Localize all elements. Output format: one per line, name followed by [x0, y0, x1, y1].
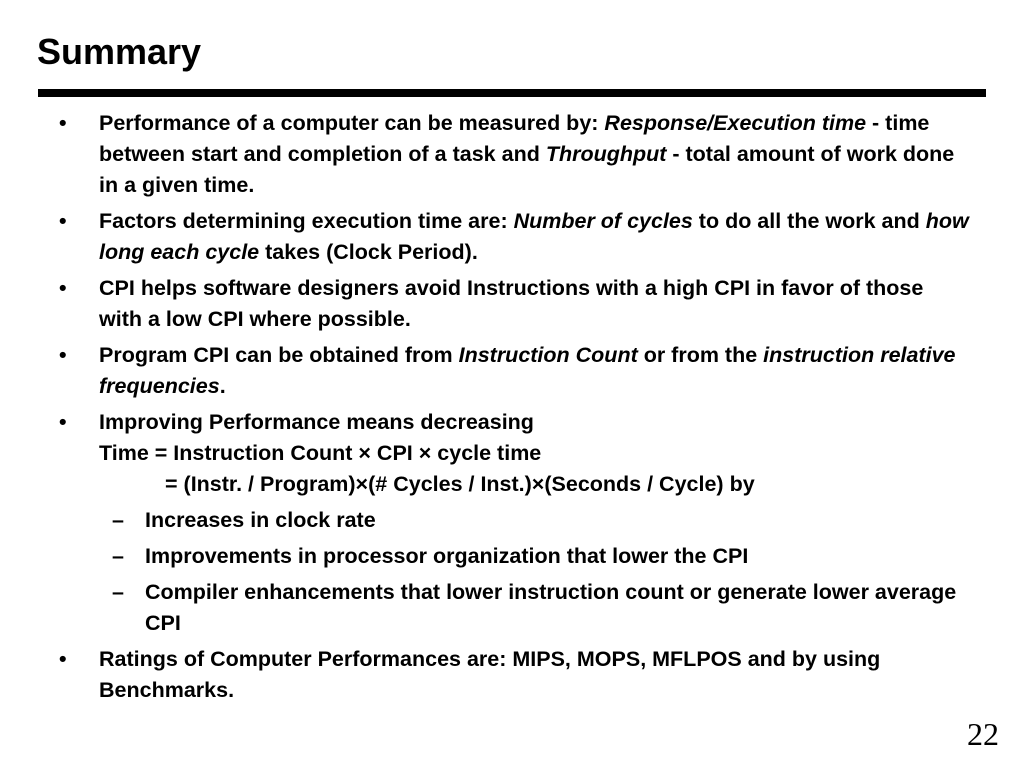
bullet-icon: •	[59, 209, 67, 233]
bullet-text: Ratings of Computer Performances are: MIPS, MOPS, MFLPOS and by using Benchmarks.	[99, 647, 881, 702]
dash-icon: –	[112, 508, 124, 532]
bullet-item-performance-measures	[0, 108, 969, 201]
bullet-text: to do all the work and	[692, 209, 926, 233]
sub-item-text: Improvements in processor organization that lower the CPI	[145, 544, 749, 568]
bullet-text: - time between start and completion of a task and	[99, 111, 930, 166]
bullet-icon: •	[59, 410, 67, 434]
slide-content	[0, 108, 1024, 711]
bullet-text: .	[219, 374, 226, 398]
time-formula-expanded: = (Instr. / Program)×(# Cycles / Inst.)×(Seconds / Cycle) by	[165, 472, 755, 496]
bullet-icon: •	[59, 111, 67, 135]
time-formula: Time = Instruction Count × CPI × cycle time	[99, 441, 542, 465]
bullet-item-cpi-design	[0, 273, 969, 335]
bullet-icon: •	[59, 276, 67, 300]
bullet-text: takes (Clock Period).	[259, 240, 478, 264]
term-instruction-count: Instruction Count	[458, 343, 638, 367]
sub-item-text: Increases in clock rate	[145, 508, 376, 532]
term-instruction-frequencies: instruction relative frequencies	[99, 343, 956, 398]
sub-item-clock-rate	[0, 505, 965, 536]
sub-item-processor-organization	[0, 541, 965, 572]
bullet-text: Factors determining execution time are:	[99, 209, 514, 233]
bullet-item-execution-factors	[0, 206, 969, 268]
title-divider	[38, 89, 986, 97]
bullet-item-program-cpi	[0, 340, 969, 402]
bullet-text: Performance of a computer can be measured by:	[99, 111, 605, 135]
slide-title: Summary	[37, 31, 202, 72]
bullet-text: CPI helps software designers avoid Instructions with a high CPI in favor of those with a low CPI where possible.	[99, 276, 924, 331]
term-response-execution-time: Response/Execution time	[604, 111, 867, 135]
bullet-icon: •	[59, 343, 67, 367]
dash-icon: –	[112, 544, 124, 568]
term-number-of-cycles: Number of cycles	[513, 209, 693, 233]
bullet-item-improving-performance	[0, 407, 969, 500]
dash-icon: –	[112, 580, 124, 604]
bullet-item-performance-ratings	[0, 644, 969, 706]
sub-item-text: Compiler enhancements that lower instruction count or generate lower average CPI	[145, 580, 957, 635]
bullet-text: or from the	[637, 343, 764, 367]
term-throughput: Throughput	[545, 142, 667, 166]
bullet-text: Program CPI can be obtained from	[99, 343, 459, 367]
bullet-text: - total amount of work done in a given time.	[99, 142, 955, 197]
sub-item-compiler-enhancements	[0, 577, 965, 639]
page-number: 22	[967, 716, 999, 752]
bullet-text: Improving Performance means decreasing	[99, 410, 534, 434]
term-cycle-length: how long each cycle	[99, 209, 969, 264]
bullet-icon: •	[59, 647, 67, 671]
